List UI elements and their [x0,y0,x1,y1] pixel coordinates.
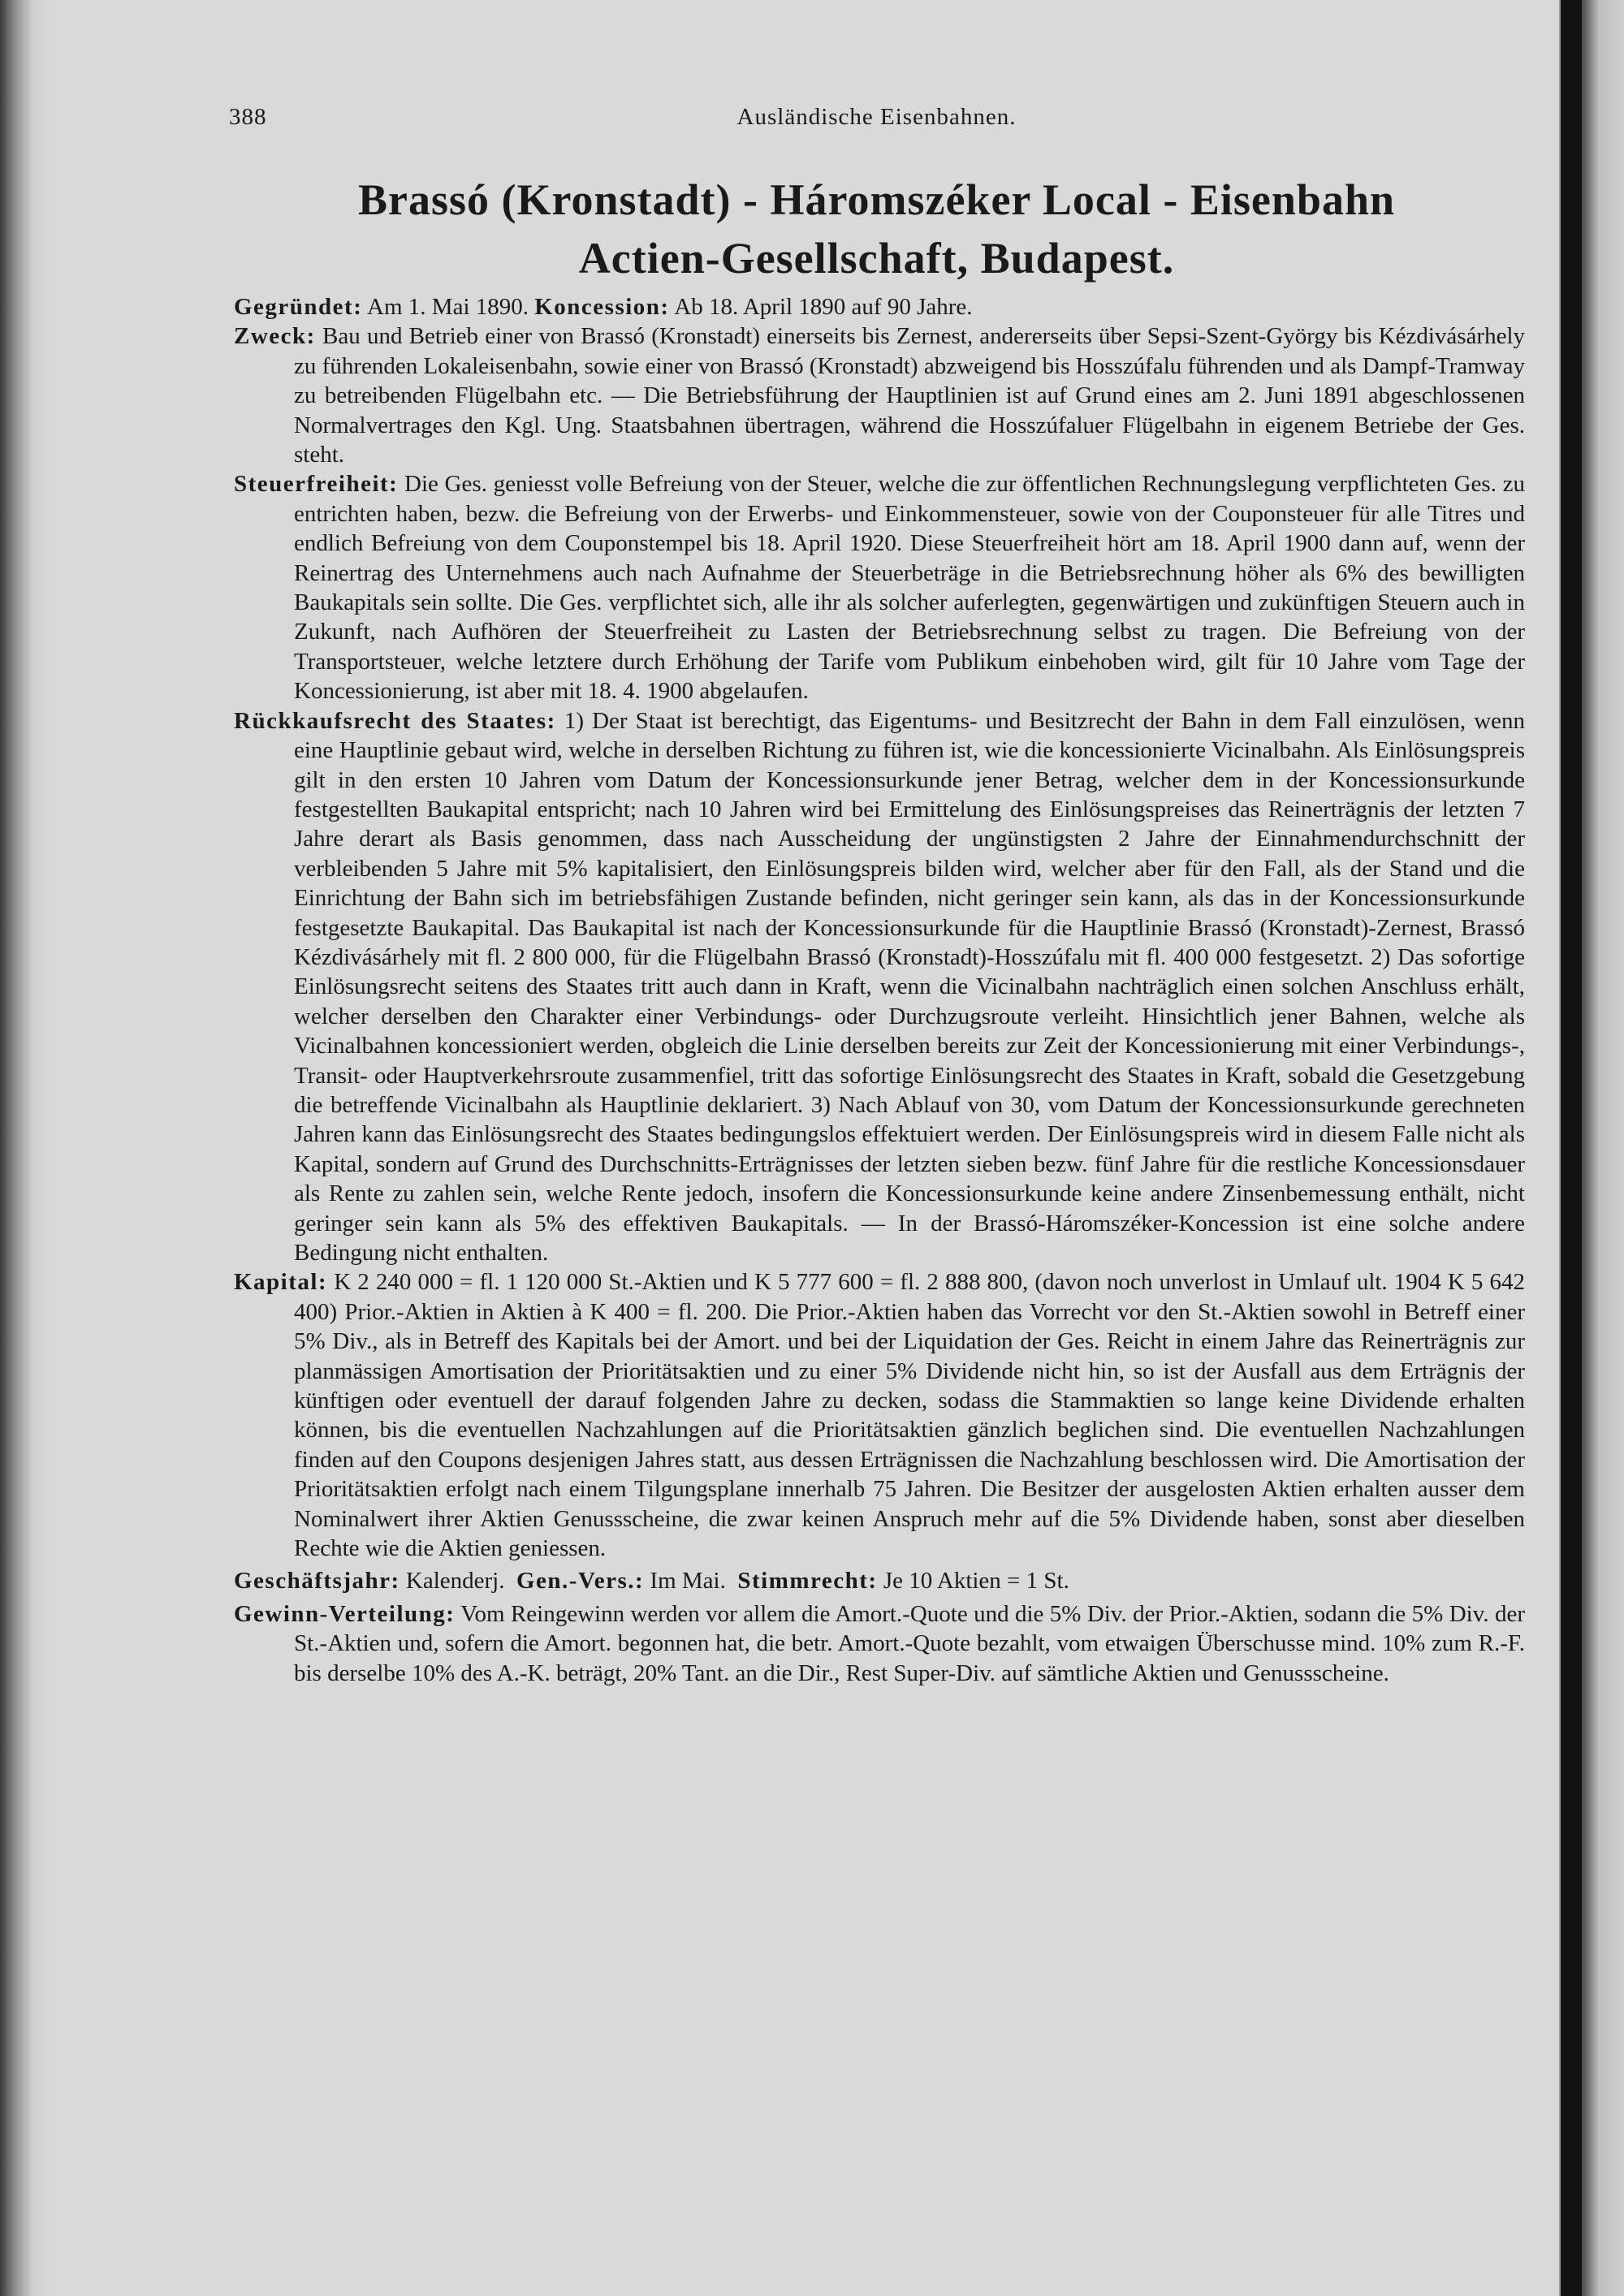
label-zweck: Zweck: [234,323,316,350]
page-header [229,104,1524,136]
label-gen-vers: Gen.-Vers.: [516,1568,645,1595]
text-koncession: Ab 18. April 1890 auf 90 Jahre. [674,294,973,320]
section-gewinn-verteilung [234,1599,1525,1688]
text-rueckkaufsrecht: 1) Der Staat ist berechtigt, das Eigentums- und Besitzrecht der Bahn in dem Fall einzulösen, wenn eine Hauptlinie gebaut wird, welche in derselben Richtung zu führen ist, wie die koncessionierte Vicinalbahn. Als Einlösungspreis gilt in den ersten 10 Jahren vom Datum der Koncessionsurkunde jener Betrag, welcher dem in der Koncessionsurkunde festgestellten Baukapital entspricht; nach 10 Jahren wird bei Ermittelung des Einlösungspreises das Reinerträgnis der letzten 7 Jahre derart als Basis genommen, dass nach Ausscheidung der ungünstigsten 2 Jahre der Einnahmendurchschnitt der verbleibenden 5 Jahre mit 5% kapitalisiert, den Einlösungspreis bilden wird, welcher aber für den Fall, als der Stand und die Einrichtung der Bahn sich im betriebsfähigen Zustande befinden, nicht geringer sein kann, als das in der Koncessionsurkunde festgesetzte Baukapital. Das Baukapital ist nach der Koncessionsurkunde für die Hauptlinie Brassó (Kronstadt)-Zernest, Brassó Kézdivásárhely mit fl. 2 800 000, für die Flügelbahn Brassó (Kronstadt)-Hosszúfalu mit fl. 400 000 festgesetzt. 2) Das sofortige Einlösungsrecht seitens des Staates tritt auch dann in Kraft, wenn die Vicinalbahn nachträglich einen solchen Anschluss erhält, welcher derselben den Charakter einer Verbindungs- oder Durchzugsroute verleiht. Hinsichtlich jener Bahnen, welche als Vicinalbahnen koncessioniert werden, obgleich die Linie derselben bereits zur Zeit der Koncessionierung mit einer Verbindungs-, Transit- oder Hauptverkehrsroute zusammenfiel, tritt das sofortige Einlösungsrecht des Staates in Kraft, sobald die Gesetzgebung die betreffende Vicinalbahn als Hauptlinie deklariert. 3) Nach Ablauf von 30, vom Datum der Koncessionsurkunde gerechneten Jahren kann das Einlösungsrecht des Staates bedingungslos effektuiert werden. Der Einlösungspreis wird in diesem Falle nicht als Kapital, sondern auf Grund des Durchschnitts-Erträgnisses der letzten sieben bezw. fünf Jahre für die restliche Koncessionsdauer als Rente zu zahlen sein, welche Rente jedoch, insofern die Koncessionsurkunde keine andere Zinsenbemessung enthält, nicht geringer sein kann als 5% des effektiven Baukapitals. — In der Brassó-Háromszéker-Koncession ist eine solche andere Bedingung nicht enthalten. [294,707,1526,1266]
label-geschaeftsjahr: Geschäftsjahr: [234,1568,400,1595]
title-line-2: Actien-Gesellschaft, Budapest. [578,234,1175,283]
section-kapital [234,1267,1525,1563]
section-gegruendet [234,292,1525,322]
article-title [229,170,1524,287]
label-gewinn-verteilung: Gewinn-Verteilung: [234,1600,456,1627]
label-koncession: Koncession: [534,294,670,320]
section-geschaeftsjahr [234,1566,1525,1595]
text-stimmrecht: Je 10 Aktien = 1 St. [883,1568,1069,1595]
text-zweck: Bau und Betrieb einer von Brassó (Kronstadt) einerseits bis Zernest, andererseits über Sepsi-Szent-György bis Kézdivásárhely zu führenden Lokaleisenbahn, sowie einer von Brassó (Kronstadt) abzweigend bis Hosszúfalu führenden und als Dampf-Tramway zu betreibenden Flügelbahn etc. — Die Betriebsführung der Hauptlinien ist auf Grund eines am 2. Juni 1891 abgeschlossenen Normalvertrages den Kgl. Ung. Staatsbahnen übertragen, während die Hosszúfaluer Flügelbahn in eigenem Betriebe der Ges. steht. [294,323,1526,468]
section-rueckkaufsrecht [234,706,1525,1268]
section-steuerfreiheit [234,469,1525,706]
text-gen-vers: Im Mai. [650,1568,726,1595]
label-stimmrecht: Stimmrecht: [737,1568,878,1595]
text-geschaeftsjahr: Kalenderj. [405,1568,505,1595]
section-zweck [234,322,1525,469]
text-gewinn-verteilung: Vom Reingewinn werden vor allem die Amort.-Quote und die 5% Div. der Prior.-Aktien, sodann die 5% Div. der St.-Aktien und, sofern die Amort. begonnen hat, die betr. Amort.-Quote bezahlt, vom etwaigen Überschusse mind. 10% zum R.-F. bis derselbe 10% des A.-K. beträgt, 20% Tant. an die Dir., Rest Super-Div. auf sämtliche Aktien und Genussscheine. [294,1600,1525,1686]
text-gegruendet: Am 1. Mai 1890. [367,294,529,320]
text-steuerfreiheit: Die Ges. geniesst volle Befreiung von der Steuer, welche die zur öffentlichen Rechnungslegung verpflichteten Ges. zu entrichten haben, bezw. die Befreiung von der Erwerbs- und Einkommensteuer, sowie von der Couponsteuer für alle Titres und endlich Befreiung von dem Couponstempel bis 18. April 1920. Diese Steuerfreiheit hört am 18. April 1900 dann auf, wenn der Reinertrag des Unternehmens auch nach Aufnahme der Steuerbeträge in die Betriebsrechnung höher als 6% des bewilligten Baukapitals sein sollte. Die Ges. verpflichtet sich, alle ihr als solcher auferlegten, gegenwärtigen und zukünftigen Steuern auch in Zukunft, nach Aufhören der Steuerfreiheit zu Lasten der Betriebsrechnung selbst zu tragen. Die Befreiung von der Transportsteuer, welche letztere durch Erhöhung der Tarife vom Publikum einbehoben wird, gilt für 10 Jahre vom Tage der Koncessionierung, ist aber mit 18. 4. 1900 abgelaufen. [294,471,1526,705]
label-steuerfreiheit: Steuerfreiheit: [234,471,399,498]
label-gegruendet: Gegründet: [234,294,363,320]
page-gutter-shadow [1561,0,1582,2296]
page-number: 388 [229,104,267,130]
title-line-1: Brassó (Kronstadt) - Háromszéker Local - Eisenbahn [357,175,1396,224]
article-body [234,292,1525,1688]
page-edge [1582,0,1624,2296]
label-kapital: Kapital: [234,1269,328,1296]
text-kapital: K 2 240 000 = fl. 1 120 000 St.-Aktien und K 5 777 600 = fl. 2 888 800, (davon noch unverlost in Umlauf ult. 1904 K 5 642 400) Prior.-Aktien in Aktien à K 400 = fl. 200. Die Prior.-Aktien haben das Vorrecht vor den St.-Aktien sowohl in Betreff einer 5% Div., als in Betreff des Kapitals bei der Amort. und bei der Liquidation der Ges. Reicht in einem Jahre das Reinerträgnis zur planmässigen Amortisation der Prioritätsaktien und zu einer 5% Dividende nicht hin, so ist der Ausfall aus dem Erträgnis der künftigen oder eventuell der darauf folgenden Jahre zu decken, sodass die Stammaktien so lange keine Dividende erhalten können, bis die eventuellen Nachzahlungen auf die Prioritätsaktien gänzlich beglichen sind. Die eventuellen Nachzahlungen finden auf den Coupons desjenigen Jahres statt, aus dessen Erträgnissen die Nachzahlung beschlossen wird. Die Amortisation der Prioritätsaktien erfolgt nach einem Tilgungsplane innerhalb 75 Jahren. Die Besitzer der ausgelosten Aktien erhalten ausser dem Nominalwert ihrer Aktien Genussscheine, die zwar keinen Anspruch mehr auf die 5% Dividende haben, sonst aber dieselben Rechte wie die Aktien geniessen. [294,1269,1525,1562]
label-rueckkaufsrecht: Rückkaufsrecht des Staates: [234,707,556,734]
running-title: Ausländische Eisenbahnen. [736,104,1017,130]
